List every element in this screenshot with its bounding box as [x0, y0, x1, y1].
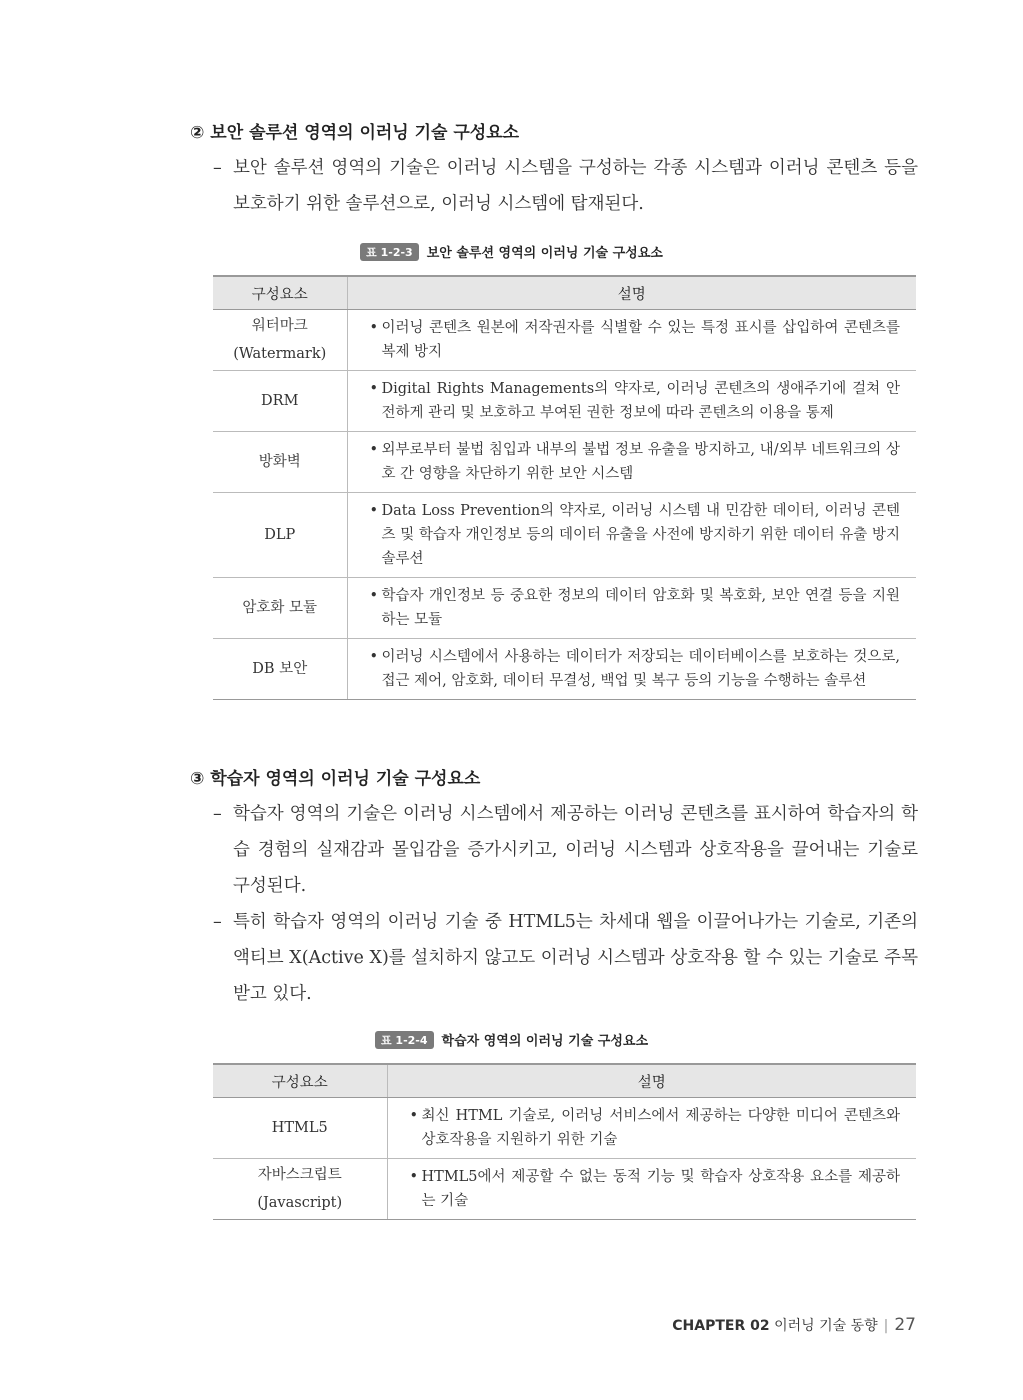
table-row	[213, 371, 916, 432]
table-1-caption	[0, 242, 1023, 261]
page-number: 27	[894, 1315, 916, 1335]
component-name: 워터마크 (Watermark)	[213, 310, 347, 371]
component-description: • 외부로부터 불법 침입과 내부의 불법 정보 유출을 방지하고, 내/외부 네트워크의 상호 간 영향을 차단하기 위한 보안 시스템	[347, 432, 916, 493]
dash-bullet: –	[213, 804, 222, 824]
table-1	[213, 275, 916, 700]
component-description: • 이러닝 시스템에서 사용하는 데이터가 저장되는 데이터베이스를 보호하는 것으로, 접근 제어, 암호화, 데이터 무결성, 백업 및 복구 등의 기능을 수행하는 솔루션	[347, 639, 916, 700]
table-row	[213, 578, 916, 639]
table-row	[213, 1098, 916, 1159]
dash-bullet: –	[213, 158, 222, 178]
component-description: • Digital Rights Managements의 약자로, 이러닝 콘텐츠의 생애주기에 걸쳐 안전하게 관리 및 보호하고 부여된 권한 정보에 따라 콘텐츠의 이용을 통제	[347, 371, 916, 432]
table-2-caption-text: 학습자 영역의 이러닝 기술 구성요소	[441, 1034, 649, 1049]
dash-bullet: –	[213, 912, 222, 932]
paragraph-text: 보안 솔루션 영역의 기술은 이러닝 시스템을 구성하는 각종 시스템과 이러닝 콘텐츠 등을 보호하기 위한 솔루션으로, 이러닝 시스템에 탑재된다.	[233, 158, 918, 214]
table-row	[213, 432, 916, 493]
component-description: • Data Loss Prevention의 약자로, 이러닝 시스템 내 민감한 데이터, 이러닝 콘텐츠 및 학습자 개인정보 등의 데이터 유출을 사전에 방지하기 위한 데이터 유출 방지 솔루션	[347, 493, 916, 578]
component-description: • 학습자 개인정보 등 중요한 정보의 데이터 암호화 및 복호화, 보안 연결 등을 지원하는 모듈	[347, 578, 916, 639]
component-description: • 이러닝 콘텐츠 원본에 저작권자를 식별할 수 있는 특정 표시를 삽입하여 콘텐츠를 복제 방지	[347, 310, 916, 371]
table-row	[213, 310, 916, 371]
header-component: 구성요소	[213, 276, 347, 310]
header-component: 구성요소	[213, 1064, 387, 1098]
component-description: • 최신 HTML 기술로, 이러닝 서비스에서 제공하는 다양한 미디어 콘텐츠와 상호작용을 지원하기 위한 기술	[387, 1098, 916, 1159]
section-3-paragraph-1	[213, 796, 918, 904]
table-row	[213, 493, 916, 578]
paragraph-text: 학습자 영역의 기술은 이러닝 시스템에서 제공하는 이러닝 콘텐츠를 표시하여 학습자의 학습 경험의 실재감과 몰입감을 증가시키고, 이러닝 시스템과 상호작용을 끌어내는 기술로 구성된다.	[233, 804, 918, 896]
table-2-tag: 표 1-2-4	[375, 1031, 434, 1049]
section-2-paragraph	[213, 150, 918, 222]
component-name: DB 보안	[213, 639, 347, 700]
table-header-row	[213, 276, 916, 310]
table-row	[213, 1159, 916, 1220]
table-2	[213, 1063, 916, 1220]
component-name: DLP	[213, 493, 347, 578]
table-2-caption	[0, 1030, 1023, 1049]
component-name: 암호화 모듈	[213, 578, 347, 639]
header-description: 설명	[347, 276, 916, 310]
component-name: 방화벽	[213, 432, 347, 493]
page-footer	[672, 1315, 916, 1335]
component-description: • HTML5에서 제공할 수 없는 동적 기능 및 학습자 상호작용 요소를 제공하는 기술	[387, 1159, 916, 1220]
section-2-title: ② 보안 솔루션 영역의 이러닝 기술 구성요소	[190, 123, 520, 143]
table-header-row	[213, 1064, 916, 1098]
footer-separator: |	[883, 1318, 889, 1334]
chapter-title: 이러닝 기술 동향	[774, 1318, 878, 1334]
section-3-title: ③ 학습자 영역의 이러닝 기술 구성요소	[190, 769, 481, 789]
component-name: DRM	[213, 371, 347, 432]
section-3-paragraph-2	[213, 904, 918, 1012]
table-row	[213, 639, 916, 700]
component-name: HTML5	[213, 1098, 387, 1159]
component-name: 자바스크립트 (Javascript)	[213, 1159, 387, 1220]
paragraph-text: 특히 학습자 영역의 이러닝 기술 중 HTML5는 차세대 웹을 이끌어나가는 기술로, 기존의 액티브 X(Active X)를 설치하지 않고도 이러닝 시스템과 상호작용 할 수 있는 기술로 주목받고 있다.	[233, 912, 918, 1004]
header-description: 설명	[387, 1064, 916, 1098]
table-1-caption-text: 보안 솔루션 영역의 이러닝 기술 구성요소	[426, 246, 663, 261]
table-1-tag: 표 1-2-3	[360, 243, 419, 261]
chapter-label: CHAPTER 02	[672, 1318, 770, 1334]
